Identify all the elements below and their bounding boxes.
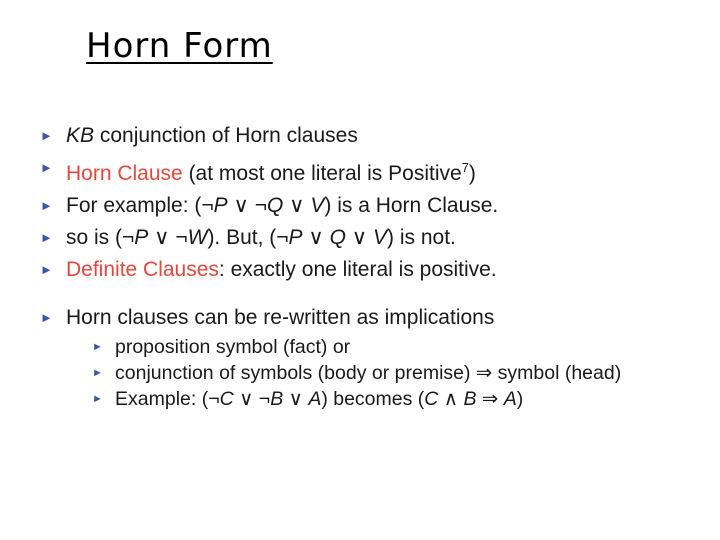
bullet-list [40, 120, 700, 412]
bullet-text: Horn clauses can be re-written as implications [66, 306, 495, 329]
bullet-marker-icon: ► [40, 310, 53, 325]
text-seg: ∨ [283, 388, 309, 410]
symbol-b: B [463, 388, 477, 410]
horn-clause-term: Horn Clause [66, 162, 183, 185]
bullet-marker-icon: ► [40, 198, 53, 213]
text-seg: ) is not. [387, 226, 456, 249]
bullet-kb [40, 120, 700, 152]
symbol-p: P [288, 226, 303, 249]
text-seg: ∧ [438, 388, 464, 410]
text-seg: ). But, (¬ [207, 226, 289, 249]
text-seg: ∨ [345, 226, 373, 249]
text-seg: ∨ ¬ [148, 226, 188, 249]
bullet-marker-icon: ► [40, 230, 53, 245]
symbol-p: P [134, 226, 149, 249]
symbol-c: C [219, 388, 234, 410]
symbol-q: Q [266, 194, 284, 217]
text-seg: ∨ [302, 226, 330, 249]
footnote-ref: 7 [461, 160, 469, 175]
text-seg: so is (¬ [66, 226, 135, 249]
bullet-marker-icon: ► [40, 262, 53, 277]
bullet-text-close: ) [468, 162, 476, 185]
bullet-example [40, 190, 700, 222]
symbol-c: C [424, 388, 439, 410]
text-seg: ) [516, 388, 524, 410]
symbol-w: W [187, 226, 208, 249]
symbol-a: A [308, 388, 322, 410]
page-title: Horn Form [86, 26, 273, 66]
sub-bullet-text: conjunction of symbols (body or premise) ⇒ symbol (head) [115, 362, 622, 384]
sub-bullet-marker-icon: ► [92, 367, 103, 379]
kb-term: KB [66, 124, 95, 147]
text-seg: ) is a Horn Clause. [324, 194, 499, 217]
symbol-v: V [373, 226, 388, 249]
sub-bullet-marker-icon: ► [92, 393, 103, 405]
text-seg: Example: (¬ [115, 388, 220, 410]
sub-bullet-fact [40, 334, 700, 360]
symbol-b: B [270, 388, 284, 410]
text-seg: ∨ ¬ [233, 388, 271, 410]
bullet-marker-icon: ► [40, 160, 53, 175]
sub-bullet-conjunction [40, 360, 700, 386]
bullet-text: (at most one literal is Positive [182, 162, 462, 185]
bullet-implications [40, 302, 700, 334]
symbol-p: P [213, 194, 228, 217]
bullet-so-is [40, 222, 700, 254]
bullet-definite-clauses [40, 254, 700, 286]
sub-bullet-text: proposition symbol (fact) or [115, 336, 351, 358]
bullet-text: conjunction of Horn clauses [94, 124, 358, 147]
sub-bullet-example [40, 386, 700, 412]
symbol-a: A [503, 388, 517, 410]
definite-clauses-term: Definite Clauses [66, 258, 219, 281]
text-seg: ⇒ [476, 388, 504, 410]
bullet-horn-clause [40, 152, 700, 190]
text-seg: ) becomes ( [321, 388, 425, 410]
text-seg: ∨ ¬ [227, 194, 267, 217]
bullet-marker-icon: ► [40, 128, 53, 143]
sub-bullet-marker-icon: ► [92, 341, 103, 353]
symbol-v: V [310, 194, 325, 217]
text-seg: ∨ [283, 194, 311, 217]
text-seg: For example: (¬ [66, 194, 214, 217]
bullet-text: : exactly one literal is positive. [218, 258, 497, 281]
symbol-q: Q [329, 226, 346, 249]
